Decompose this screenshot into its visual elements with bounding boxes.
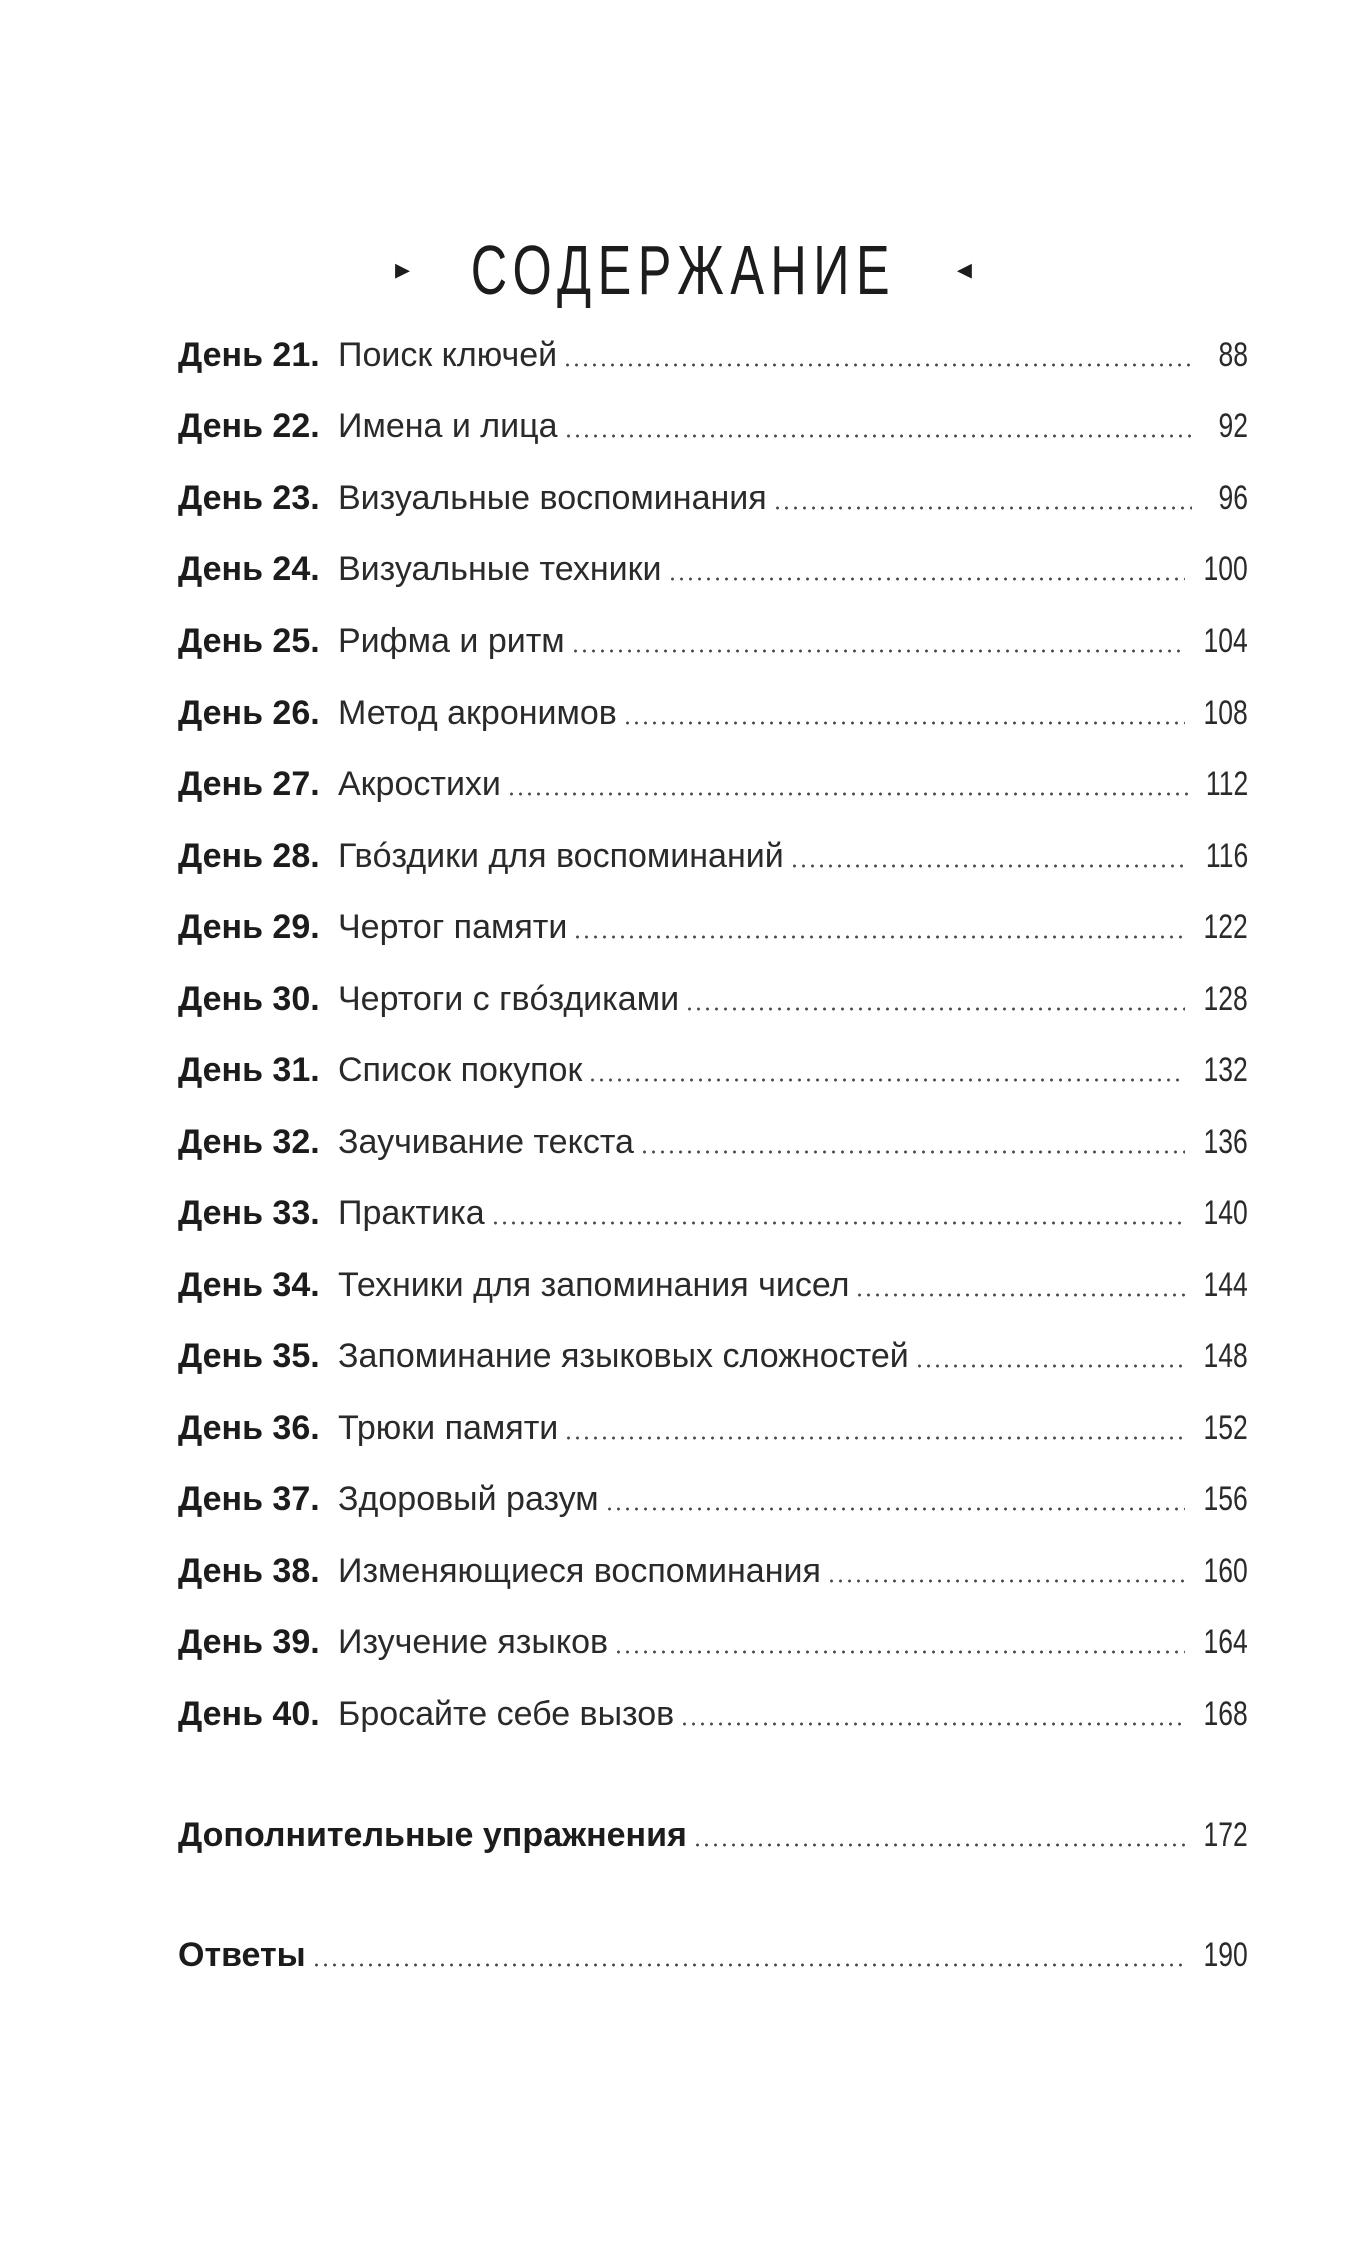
page-number: 156 [1203, 1480, 1248, 1518]
chapter-title: Практика [338, 1194, 485, 1232]
chapter-title: Список покупок [338, 1051, 583, 1089]
chapter-title: Изучение языков [338, 1623, 609, 1661]
chapter-title: Метод акронимов [338, 694, 617, 732]
toc-entry-day-38[interactable] [178, 1546, 1248, 1596]
toc-entry-day-34[interactable] [178, 1260, 1248, 1310]
chapter-title: Запоминание языковых сложностей [338, 1337, 909, 1375]
page-number: 136 [1203, 1123, 1248, 1161]
page-number: 144 [1203, 1266, 1248, 1304]
dot-leader [605, 1506, 1186, 1512]
chapter-title: Поиск ключей [338, 336, 558, 374]
day-label: День 36. [178, 1409, 320, 1447]
day-label: День 24. [178, 550, 320, 588]
chapter-title: Дополнительные упражнения [178, 1816, 687, 1854]
chapter-title: Акростихи [338, 765, 501, 803]
toc-entry-day-30[interactable] [178, 974, 1248, 1024]
right-pointing-triangle-icon: ▸ [395, 252, 411, 287]
page-number: 164 [1203, 1623, 1248, 1661]
chapter-title: Гвóздики для воспоминаний [338, 837, 784, 875]
toc-entry-day-25[interactable] [178, 616, 1248, 666]
page-number: 168 [1203, 1695, 1248, 1733]
toc-entry-day-31[interactable] [178, 1045, 1248, 1095]
page-number: 108 [1203, 694, 1248, 732]
chapter-title: Визуальные воспоминания [338, 479, 767, 517]
dot-leader [915, 1363, 1186, 1369]
chapter-title: Заучивание текста [338, 1123, 634, 1161]
chapter-title: Бросайте себе вызов [338, 1695, 675, 1733]
day-label: День 35. [178, 1337, 320, 1375]
toc-entry-day-23[interactable] [178, 473, 1248, 523]
chapter-title: Чертог памяти [338, 908, 568, 946]
chapter-title: Ответы [178, 1936, 306, 1974]
day-label: День 37. [178, 1480, 320, 1518]
dot-leader [588, 1077, 1185, 1083]
dot-leader [693, 1842, 1185, 1848]
toc-entry-day-40[interactable] [178, 1689, 1248, 1739]
page-number: 172 [1203, 1816, 1248, 1854]
chapter-title: Изменяющиеся воспоминания [338, 1552, 821, 1590]
day-label: День 32. [178, 1123, 320, 1161]
dot-leader [491, 1220, 1186, 1226]
dot-leader [614, 1649, 1185, 1655]
dot-leader [773, 505, 1192, 511]
day-label: День 23. [178, 479, 320, 517]
day-label: День 27. [178, 765, 320, 803]
dot-leader [563, 362, 1192, 368]
dot-leader [680, 1721, 1185, 1727]
dot-leader [571, 648, 1186, 654]
left-pointing-triangle-icon: ◂ [956, 252, 972, 287]
page-number: 152 [1203, 1409, 1248, 1447]
page-title: СОДЕРЖАНИЕ [470, 231, 897, 309]
dot-leader [312, 1962, 1186, 1968]
dot-leader [564, 433, 1192, 439]
day-label: День 39. [178, 1623, 320, 1661]
dot-leader [573, 934, 1185, 940]
toc-entry-day-24[interactable] [178, 544, 1248, 594]
chapter-title: Техники для запоминания чисел [338, 1266, 850, 1304]
page-number: 100 [1203, 550, 1248, 588]
chapter-title: Имена и лица [338, 407, 558, 445]
page-number: 92 [1218, 407, 1248, 445]
dot-leader [855, 1292, 1185, 1298]
day-label: День 26. [178, 694, 320, 732]
page-number: 128 [1203, 980, 1248, 1018]
chapter-title: Трюки памяти [338, 1409, 559, 1447]
dot-leader [623, 720, 1185, 726]
page-number: 104 [1203, 622, 1248, 660]
chapter-title: Здоровый разум [338, 1480, 599, 1518]
day-label: День 29. [178, 908, 320, 946]
day-label: День 34. [178, 1266, 320, 1304]
toc-entry-day-35[interactable] [178, 1331, 1248, 1381]
page-number: 112 [1205, 765, 1248, 803]
day-label: День 28. [178, 837, 320, 875]
page-number: 140 [1203, 1194, 1248, 1232]
toc-entry-day-39[interactable] [178, 1617, 1248, 1667]
chapter-title: Визуальные техники [338, 550, 662, 588]
day-label: День 25. [178, 622, 320, 660]
toc-entry-day-28[interactable] [178, 831, 1248, 881]
dot-leader [564, 1435, 1185, 1441]
day-label: День 38. [178, 1552, 320, 1590]
toc-entry-day-26[interactable] [178, 688, 1248, 738]
dot-leader [790, 863, 1188, 869]
page-number: 148 [1203, 1337, 1248, 1375]
day-label: День 21. [178, 336, 320, 374]
toc-entry-day-36[interactable] [178, 1403, 1248, 1453]
day-label: День 22. [178, 407, 320, 445]
day-label: День 30. [178, 980, 320, 1018]
page-number: 160 [1203, 1552, 1248, 1590]
toc-entry-extra-exercises[interactable] [178, 1810, 1248, 1860]
dot-leader [507, 791, 1188, 797]
toc-entry-day-33[interactable] [178, 1188, 1248, 1238]
page-number: 132 [1203, 1051, 1248, 1089]
day-label: День 40. [178, 1695, 320, 1733]
toc-entry-day-21[interactable] [178, 330, 1248, 380]
toc-entry-answers[interactable] [178, 1930, 1248, 1980]
dot-leader [640, 1149, 1185, 1155]
page-number: 190 [1203, 1936, 1248, 1974]
chapter-title: Чертоги с гвóздиками [338, 980, 680, 1018]
toc-entry-day-32[interactable] [178, 1117, 1248, 1167]
page-number: 88 [1218, 336, 1248, 374]
toc-entry-day-29[interactable] [178, 902, 1248, 952]
toc-entry-day-37[interactable] [178, 1474, 1248, 1524]
page-number: 116 [1205, 837, 1248, 875]
day-label: День 31. [178, 1051, 320, 1089]
page-number: 96 [1218, 479, 1248, 517]
page-number: 122 [1203, 908, 1248, 946]
dot-leader [668, 576, 1186, 582]
toc-entry-day-27[interactable] [178, 759, 1248, 809]
toc-entry-day-22[interactable] [178, 401, 1248, 451]
toc-heading [0, 225, 1367, 315]
chapter-title: Рифма и ритм [338, 622, 565, 660]
dot-leader [827, 1578, 1185, 1584]
day-label: День 33. [178, 1194, 320, 1232]
dot-leader [685, 1006, 1185, 1012]
